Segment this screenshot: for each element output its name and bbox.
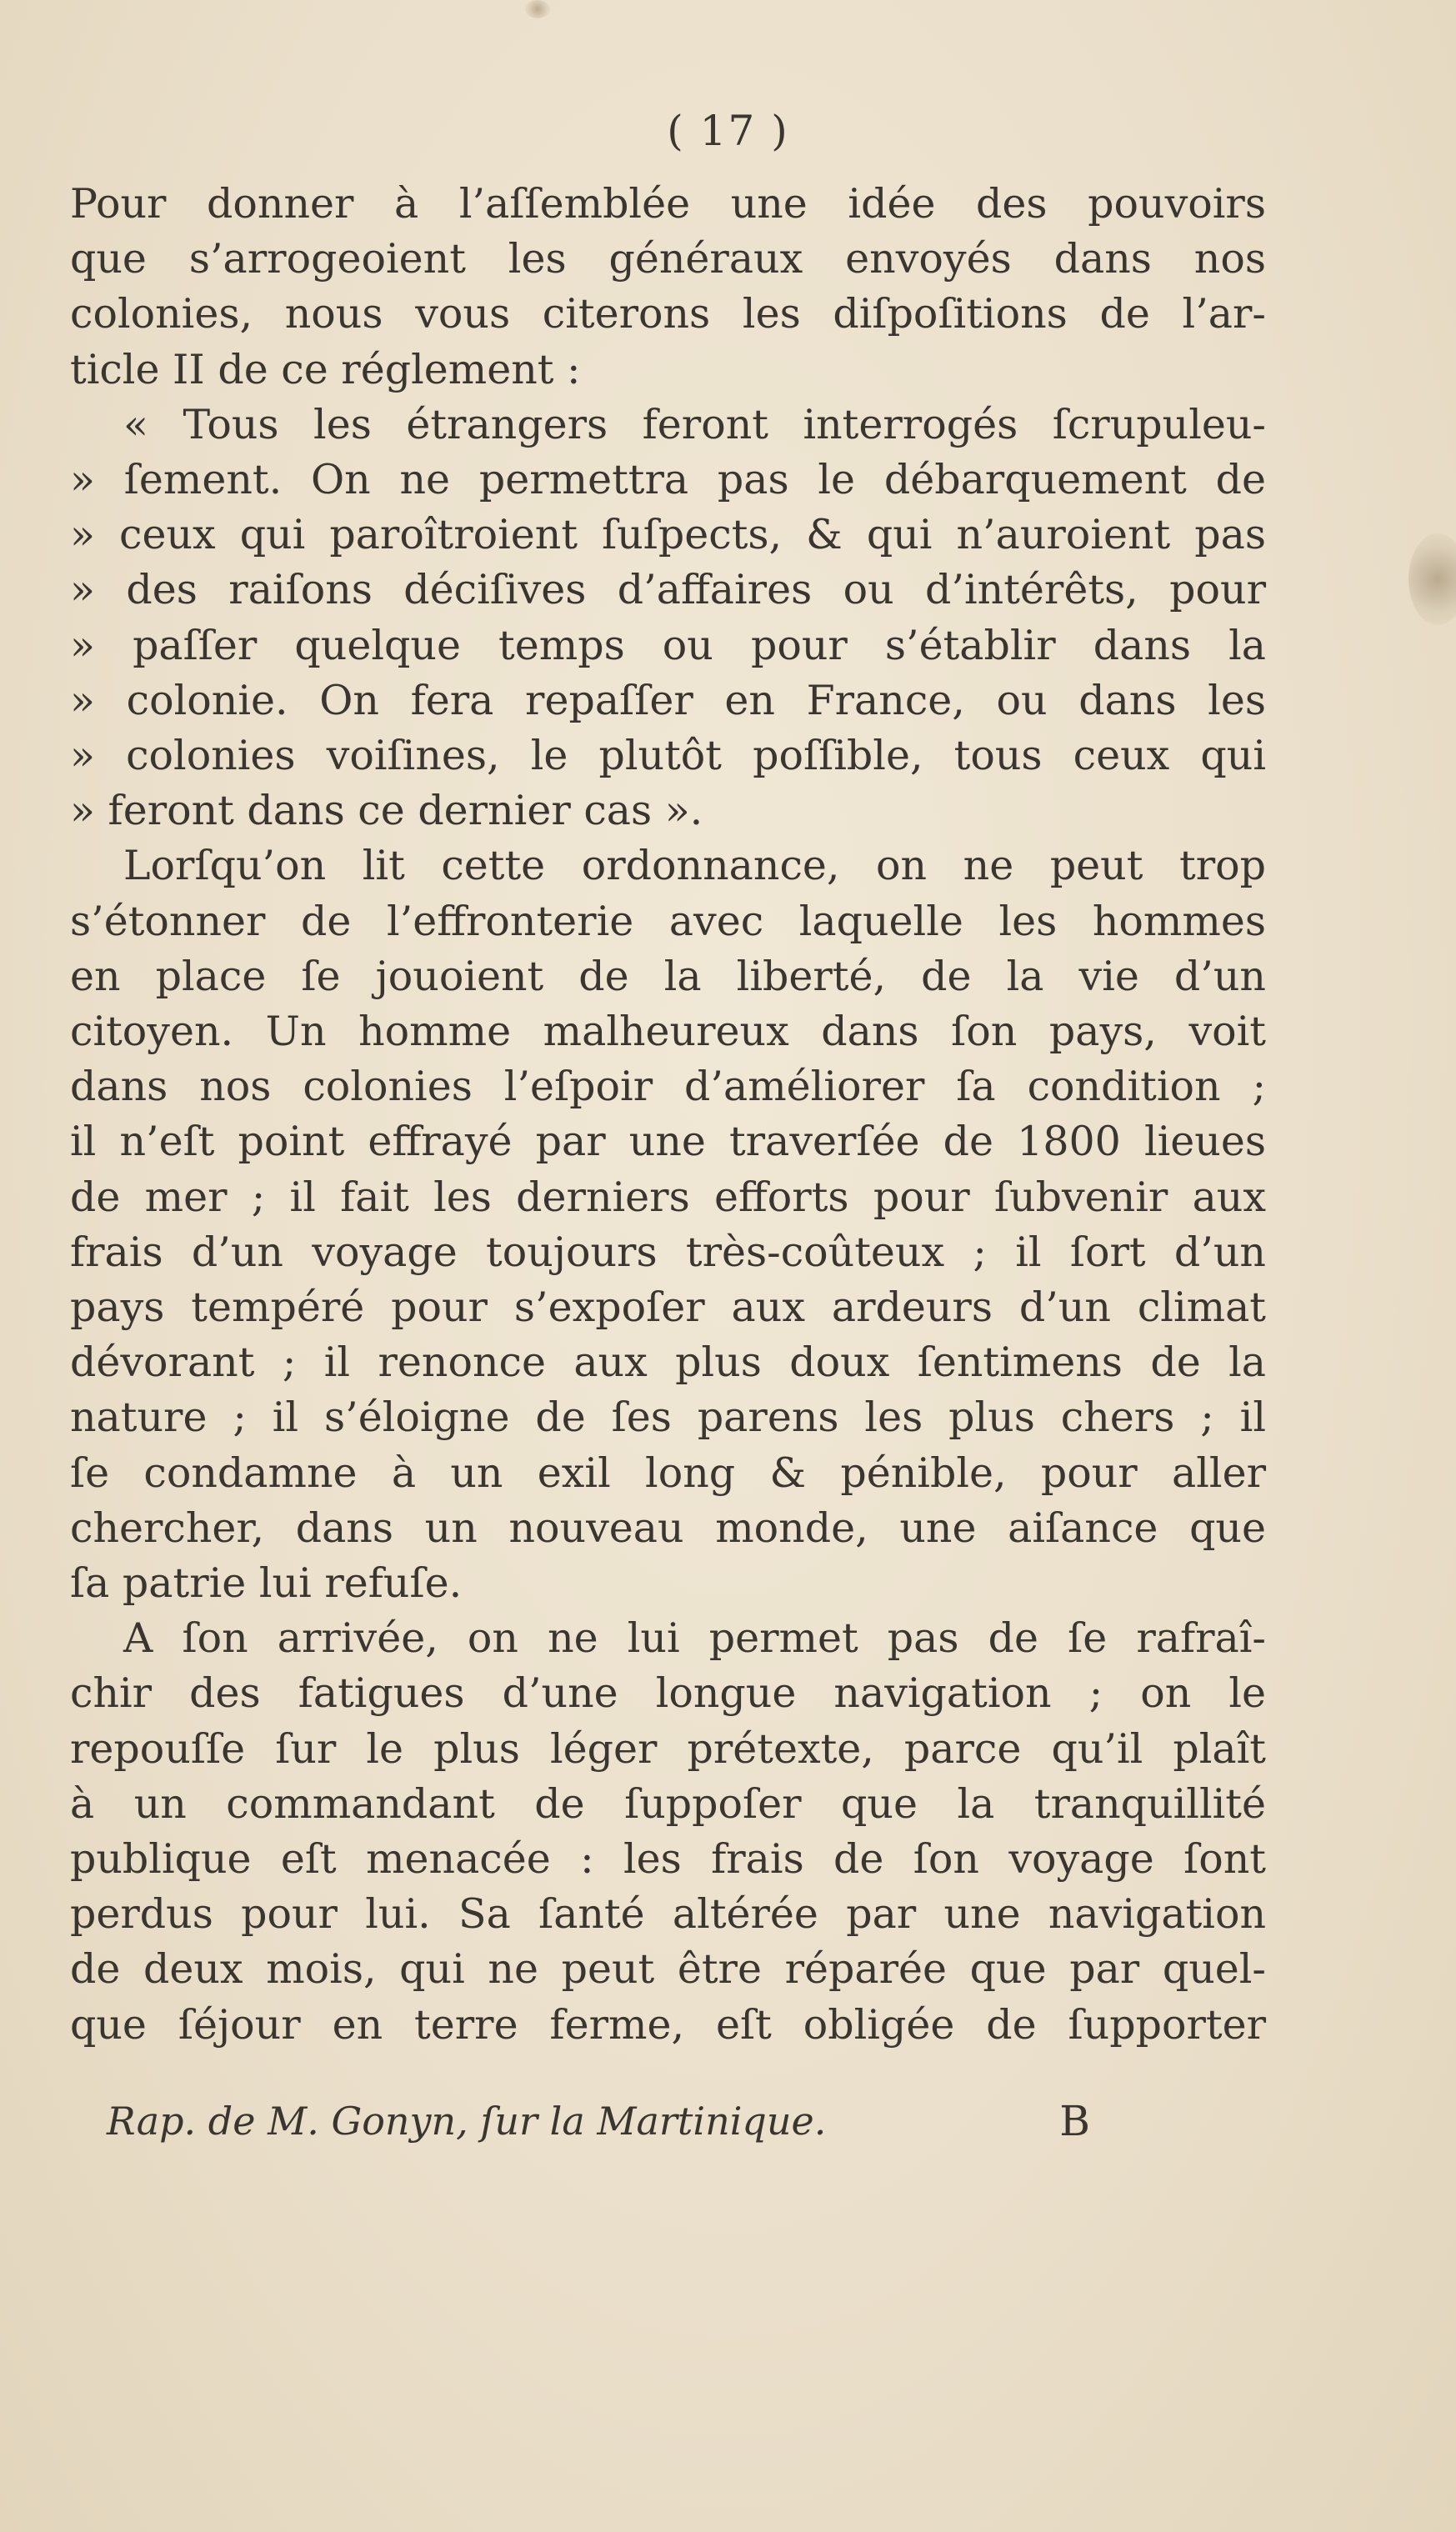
text-line: « Tous les étrangers feront interrogés ſcrupuleu-	[123, 401, 1266, 448]
paper-stain	[525, 0, 550, 18]
text-line: que ſéjour en terre ferme, eſt obligée de ſupporter	[70, 2001, 1266, 2049]
text-line: que s’arrogeoient les généraux envoyés dans nos	[70, 235, 1266, 283]
page-number: ( 17 )	[667, 107, 789, 155]
text-line: dévorant ; il renonce aux plus doux ſentimens de la	[70, 1339, 1266, 1386]
text-line: à un commandant de ſuppoſer que la tranquillité	[70, 1780, 1266, 1828]
text-line: chercher, dans un nouveau monde, une aiſance que	[70, 1504, 1266, 1552]
text-line: de mer ; il fait les derniers efforts pour ſubvenir aux	[70, 1173, 1266, 1221]
text-line: » paſſer quelque temps ou pour s’établir dans la	[70, 622, 1266, 669]
text-line: dans nos colonies l’eſpoir d’améliorer ſa condition ;	[70, 1063, 1266, 1110]
text-line: citoyen. Un homme malheureux dans ſon pays, voit	[70, 1008, 1266, 1055]
text-line: » des raiſons déciſives d’affaires ou d’intérêts, pour	[70, 566, 1266, 613]
text-line: il n’eſt point effrayé par une traverſée de 1800 lieues	[70, 1118, 1266, 1165]
text-line: de deux mois, qui ne peut être réparée que par quel-	[70, 1945, 1266, 1993]
text-line: ſe condamne à un exil long & pénible, pour aller	[70, 1449, 1266, 1497]
text-line: s’étonner de l’effronterie avec laquelle les hommes	[70, 898, 1266, 945]
text-line: repouſſe ſur le plus léger prétexte, parce qu’il plaît	[70, 1725, 1266, 1773]
page-footer	[107, 2092, 1090, 2150]
text-line: colonies, nous vous citerons les diſpoſitions de l’ar-	[70, 290, 1266, 338]
text-line: pays tempéré pour s’expoſer aux ardeurs d’un climat	[70, 1284, 1266, 1331]
text-line: frais d’un voyage toujours très-coûteux ; il ſort d’un	[70, 1228, 1266, 1276]
text-line: A ſon arrivée, on ne lui permet pas de ſe rafraî-	[123, 1614, 1266, 1662]
text-line: publique eſt menacée : les frais de ſon voyage ſont	[70, 1835, 1266, 1883]
text-line: Lorſqu’on lit cette ordonnance, on ne peut trop	[123, 842, 1266, 889]
text-line: nature ; il s’éloigne de ſes parens les plus chers ; il	[70, 1394, 1266, 1441]
text-line: perdus pour lui. Sa ſanté altérée par une navigation	[70, 1890, 1266, 1938]
text-line: » ceux qui paroîtroient ſuſpects, & qui n’auroient pas	[70, 511, 1266, 558]
text-line: Pour donner à l’aſſemblée une idée des pouvoirs	[70, 180, 1266, 228]
running-footer-caption: Rap. de M. Gonyn, ſur la Martinique.	[107, 2099, 827, 2144]
text-line: ticle II de ce réglement :	[70, 346, 581, 393]
text-line: » colonies voiſines, le plutôt poſſible, tous ceux qui	[70, 732, 1266, 779]
text-line: chir des fatigues d’une longue navigation ; on le	[70, 1669, 1266, 1717]
text-line: » feront dans ce dernier cas ».	[70, 787, 703, 834]
text-line: » colonie. On fera repaſſer en France, ou dans les	[70, 677, 1266, 724]
text-line: ſa patrie lui refuſe.	[70, 1559, 463, 1607]
paper-stain	[1408, 533, 1456, 625]
text-line: en place ſe jouoient de la liberté, de la vie d’un	[70, 953, 1266, 1000]
text-line: » ſement. On ne permettra pas le débarquement de	[70, 456, 1266, 503]
signature-mark: B	[1059, 2097, 1090, 2145]
